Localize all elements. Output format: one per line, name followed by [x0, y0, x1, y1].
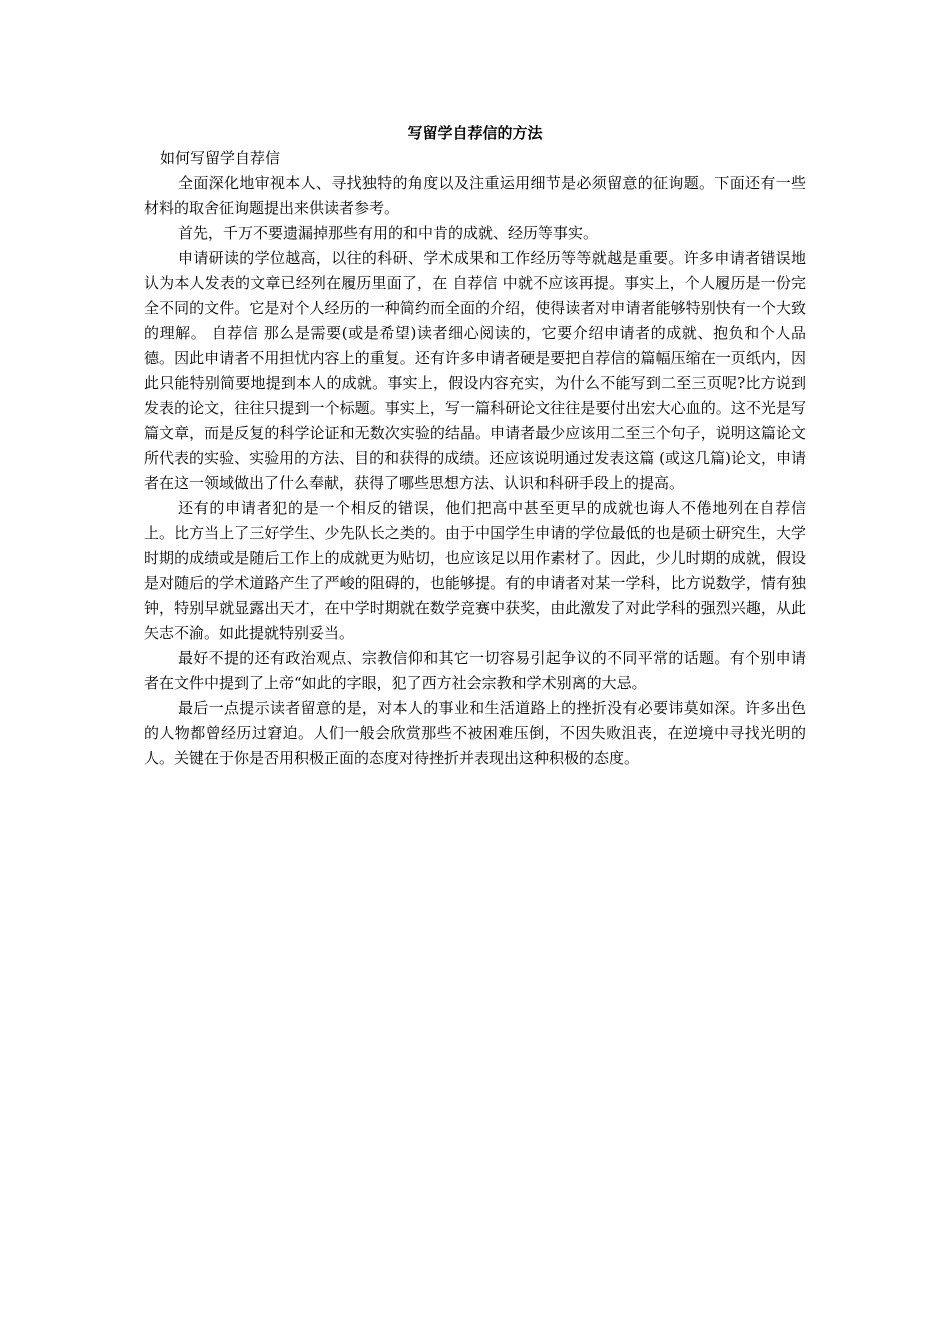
paragraph: 申请研读的学位越高，以往的科研、学术成果和工作经历等等就越是重要。许多申请者错误地认为本人发表的文章已经列在履历里面了，在 自荐信 中就不应该再提。事实上，个人履历是一份完全不同的文件。它是对个人经历的一种简约而全面的介绍，使得读者对申请者能够特别快有一个大致的理解。 自荐信 那么是需要(或是希望)读者细心阅读的，它要介绍申请者的成就、抱负和个人品德。因此申请者不用担忧内容上的重复。还有许多申请者硬是要把自荐信的篇幅压缩在一页纸内，因此只能特别简要地提到本人的成就。事实上，假设内容充实，为什么不能写到二至三页呢?比方说到发表的论文，往往只提到一个标题。事实上，写一篇科研论文往往是要付出宏大心血的。这不光是写篇文章，而是反复的科学论证和无数次实验的结晶。申请者最少应该用二至三个句子，说明这篇论文所代表的实验、实验用的方法、目的和获得的成绩。还应该说明通过发表这篇 (或这几篇)论文，申请者在这一领域做出了什么奉献，获得了哪些思想方法、认识和科研手段上的提高。	[144, 249, 806, 492]
document-title: 写留学自荐信的方法	[407, 124, 543, 142]
paragraph: 最后一点提示读者留意的是，对本人的事业和生活道路上的挫折没有必要讳莫如深。许多出色的人物都曾经历过窘迫。人们一般会欣赏那些不被困难压倒，不因失败沮丧，在逆境中寻找光明的人。关键在于你是否用积极正面的态度对待挫折并表现出这种积极的态度。	[144, 699, 806, 767]
document-subtitle: 如何写留学自荐信	[160, 149, 281, 167]
paragraph: 全面深化地审视本人、寻找独特的角度以及注重运用细节是必须留意的征询题。下面还有一些材料的取舍征询题提出来供读者参考。	[144, 174, 806, 217]
document-page	[144, 120, 806, 771]
paragraph: 还有的申请者犯的是一个相反的错误，他们把高中甚至更早的成就也诲人不倦地列在自荐信上。比方当上了三好学生、少先队长之类的。由于中国学生申请的学位最低的也是硕士研究生，大学时期的成绩或是随后工作上的成就更为贴切，也应该足以用作素材了。因此，少儿时期的成就，假设是对随后的学术道路产生了严峻的阻碍的，也能够提。有的申请者对某一学科，比方说数学，情有独钟，特别早就显露出天才，在中学时期就在数学竞赛中获奖，由此激发了对此学科的强烈兴趣，从此矢志不渝。如此提就特别妥当。	[144, 499, 806, 642]
paragraph: 最好不提的还有政治观点、宗教信仰和其它一切容易引起争议的不同平常的话题。有个别申请者在文件中提到了上帝“如此的字眼，犯了西方社会宗教和学术别离的大忌。	[144, 649, 806, 692]
paragraph: 首先，千万不要遗漏掉那些有用的和中肯的成就、经历等事实。	[178, 224, 599, 242]
